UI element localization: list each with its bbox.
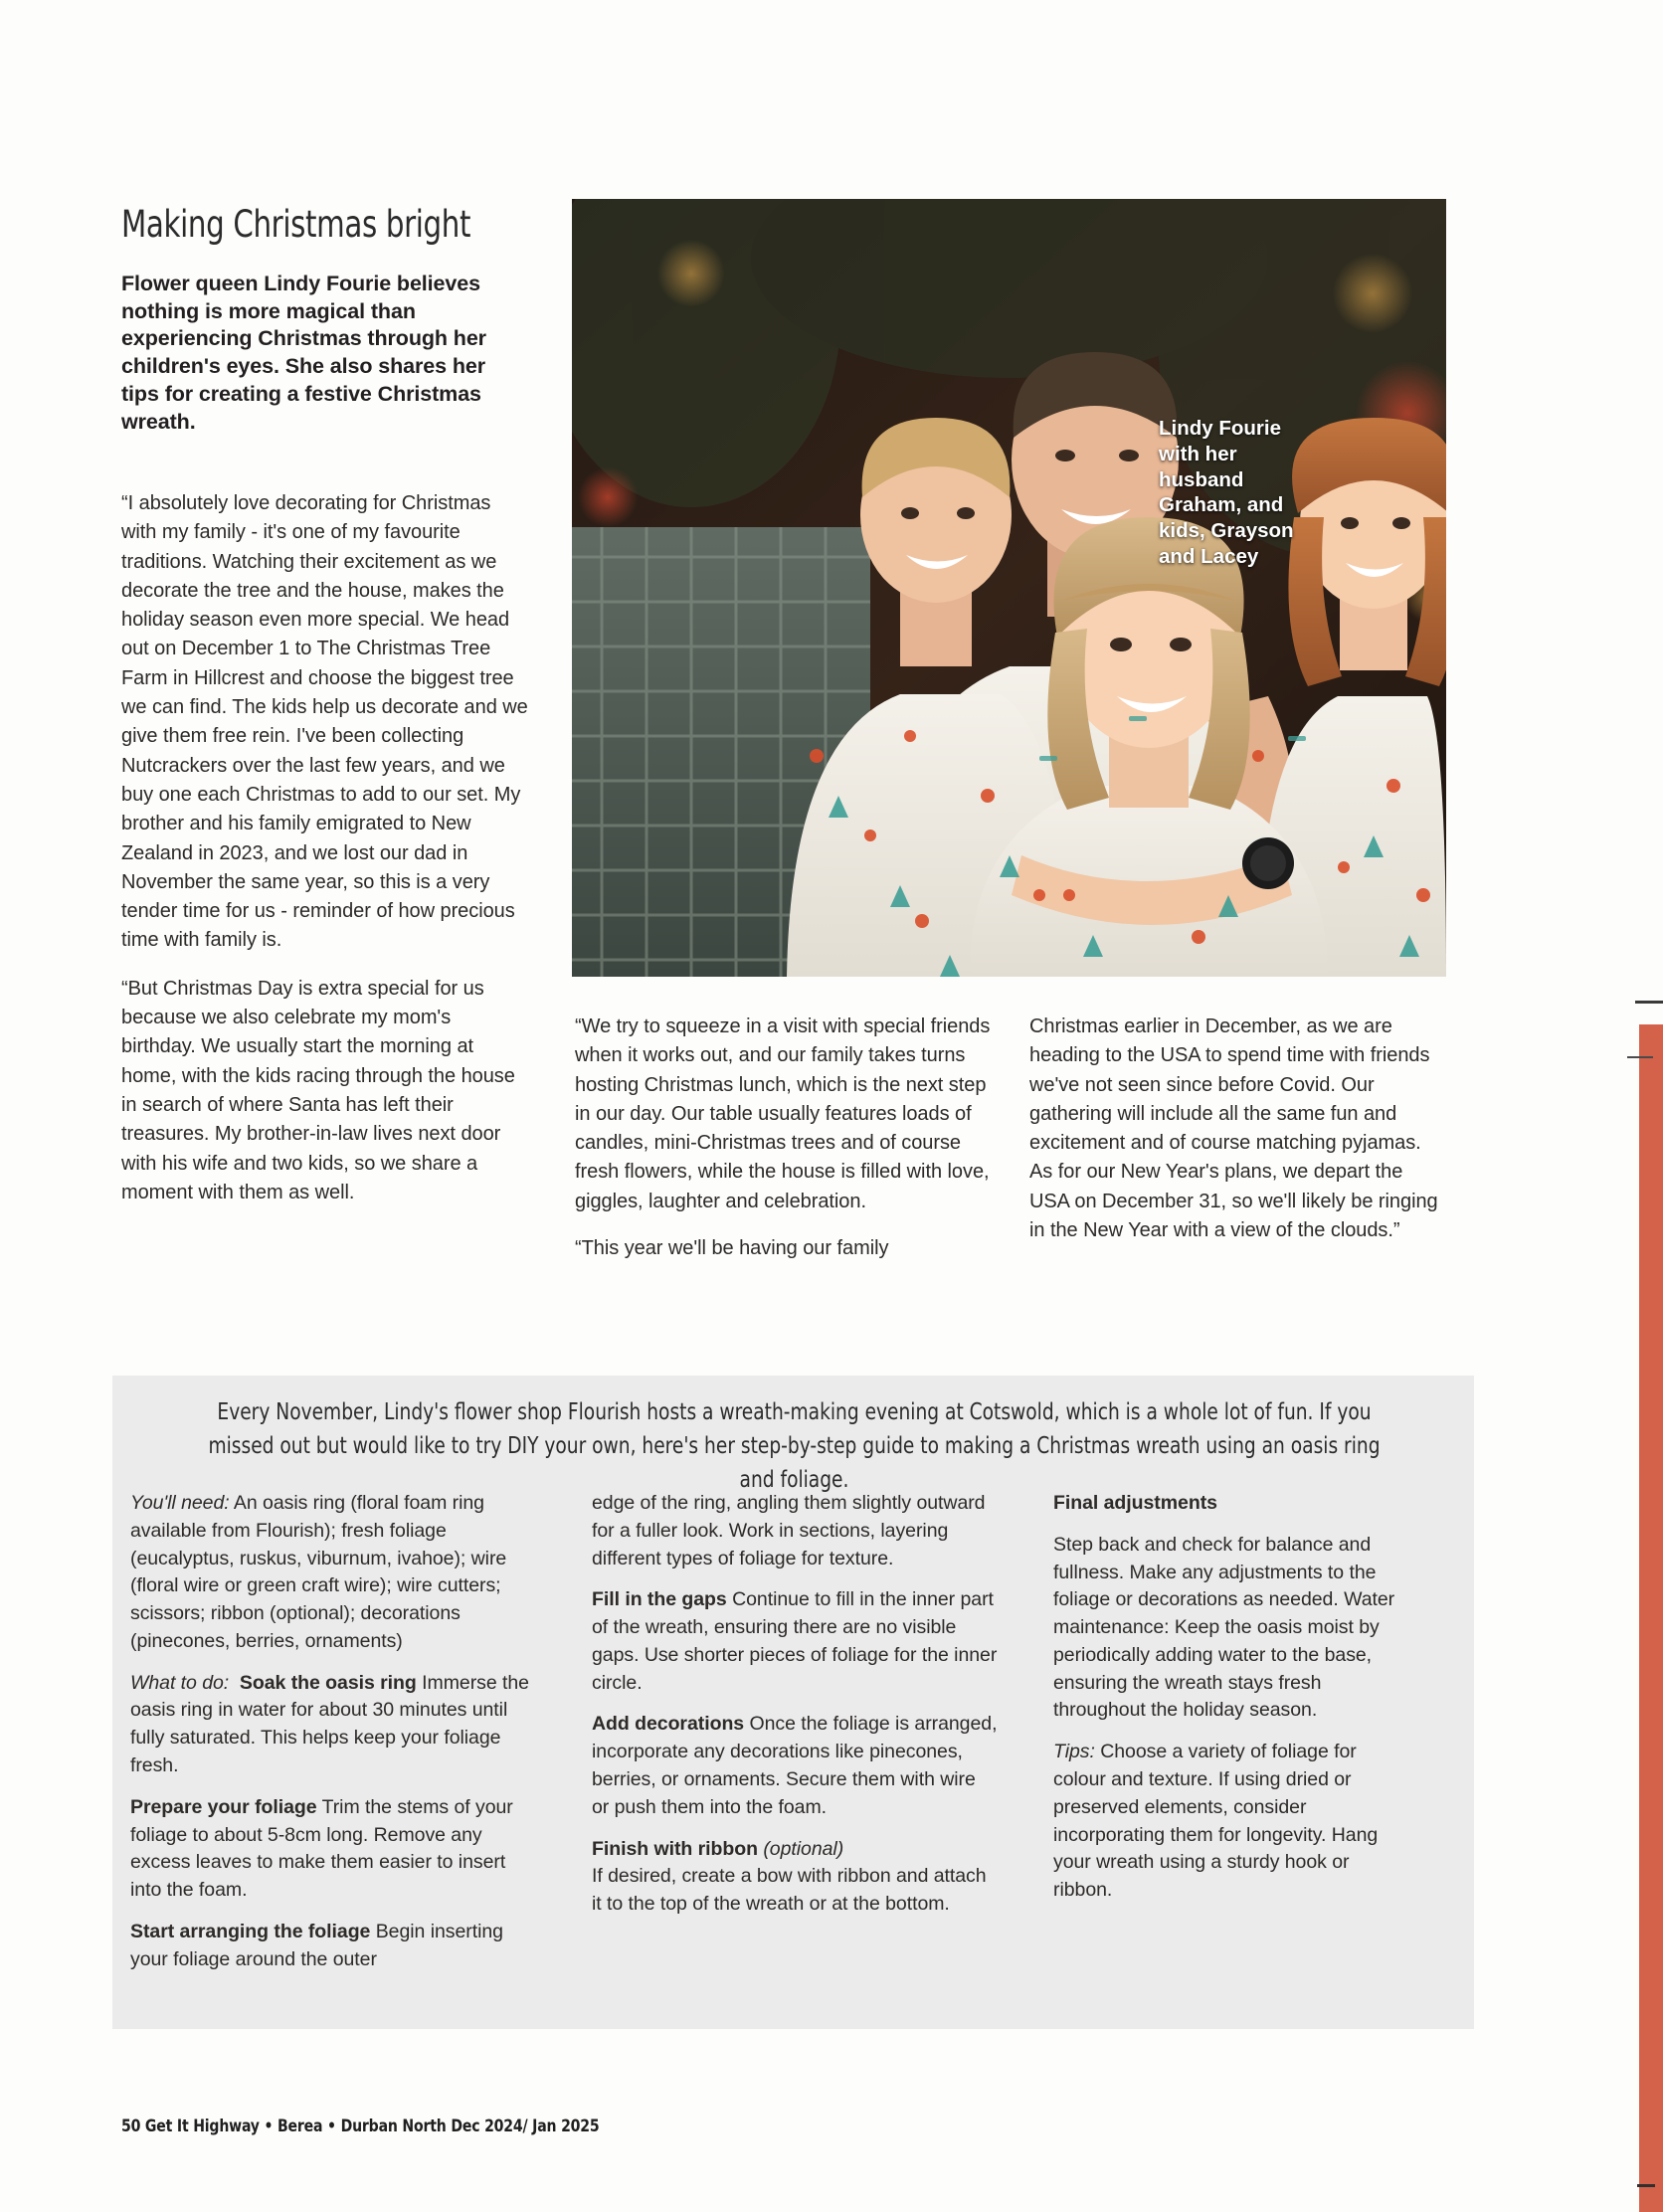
article-column-left [121,489,529,1226]
step-5 [592,1711,998,1821]
article-column-right [1029,1013,1447,1263]
howto-column-1 [130,1490,536,1988]
paragraph: “I absolutely love decorating for Christmas with my family - it's one of my favourite traditions. Watching their excitement as we decorate the tree and the house, makes the holiday season even more special. We head out on December 1 to The Christmas Tree Farm in Hillcrest and choose the biggest tree we can find. The kids help us decorate and we give them free rein. I've been collecting Nutcrackers over the last few years, and we buy one each Christmas to add to our set. My brother and his family emigrated to New Zealand in 2023, and we lost our dad in November the same year, so this is a very tender time for us - reminder of how precious time with family is. [121,492,528,952]
family-photo [572,199,1446,977]
step-3-heading: Start arranging the foliage [130,1920,371,1942]
final-adjustments-body: Step back and check for balance and fullness. Make any adjustments to the foliage or decorations as needed. Water maintenance: Keep the oasis moist by periodically adding water to the base, ensuring the wreath stays fresh throughout the holiday season. [1053,1533,1395,1722]
red-edge-bar [1639,1024,1663,2212]
youll-need-body: An oasis ring (floral foam ring available from Flourish); fresh foliage (eucalyptus, ruskus, viburnum, ivahoe); wire (floral wire or green craft wire); wire cutters; scissors; ribbon (optional); decorations (pinecones, berries, ornaments) [130,1492,507,1652]
step-1-body: Immerse the oasis ring in water for about 30 minutes until fully saturated. This helps keep your foliage fresh. [130,1671,529,1777]
youll-need-label: You'll need: [130,1492,230,1514]
step-2-body: Trim the stems of your foliage to about 5-8cm long. Remove any excess leaves to make them easier to insert into the foam. [130,1795,513,1902]
page-footer: 50 Get It Highway • Berea • Durban North Dec 2024/ Jan 2025 [121,2117,600,2136]
step-3-body: Begin inserting your foliage around the outer [130,1920,503,1970]
step-4-body: Continue to fill in the inner part of the wreath, ensuring there are no visible gaps. Use shorter pieces of foliage for the inner circle. [592,1588,998,1694]
photo-caption: Lindy Fourie with her husband Graham, and kids, Grayson and Lacey [1159,417,1294,569]
paragraph: “We try to squeeze in a visit with special friends when it works out, and our family takes turns hosting Christmas lunch, which is the next step in our day. Our table usually features loads of candles, mini-Christmas trees and of course fresh flowers, while the house is filled with love, giggles, laughter and celebration. [575,1015,991,1212]
howto-column-3 [1053,1490,1409,1988]
step-6 [592,1836,998,1919]
tips-paragraph [1053,1739,1409,1905]
tips-label: Tips: [1053,1741,1095,1763]
paragraph: Christmas earlier in December, as we are heading to the USA to spend time with friends we've not seen since before Covid. Our gathering will include all the same fun and excitement and of course matching pyjamas. As for our New Year's plans, we depart the USA on December 31, so we'll likely be ringing in the New Year with a view of the clouds.” [1029,1015,1438,1242]
final-adjustments-heading-text: Final adjustments [1053,1492,1217,1514]
howto-panel-intro: Every November, Lindy's flower shop Flourish hosts a wreath-making evening at Cotswold, which is a whole lot of fun. If you missed out but would like to try DIY your own, here's her step-by-step guide to making a Christmas wreath using an oasis ring and foliage. [208,1399,1381,1493]
step-4-heading: Fill in the gaps [592,1588,727,1611]
paragraph: “This year we'll be having our family [575,1237,889,1260]
step-6-heading: Finish with ribbon [592,1837,758,1860]
step-1-heading: Soak the oasis ring [239,1671,417,1694]
step-6-optional: (optional) [758,1837,844,1860]
what-to-do-label: What to do: [130,1671,230,1694]
step-5-heading: Add decorations [592,1713,745,1736]
article-standfirst: Flower queen Lindy Fourie believes nothing is more magical than experiencing Christmas through her children's eyes. She also shares her tips for creating a festive Christmas wreath. [121,272,486,434]
family-photo-image [572,199,1446,977]
step-6-body: If desired, create a bow with ribbon and attach it to the top of the wreath or at the bottom. [592,1865,987,1916]
howto-columns [130,1490,1453,1988]
step-3-continued: edge of the ring, angling them slightly outward for a fuller look. Work in sections, layering different types of foliage for texture. [592,1492,986,1569]
tips-body: Choose a variety of foliage for colour and texture. If using dried or preserved elements, consider incorporating them for longevity. Hang your wreath using a sturdy hook or ribbon. [1053,1741,1379,1902]
article-column-middle [575,1013,997,1281]
step-3 [130,1919,536,1974]
crop-mark-upper [1635,1001,1663,1004]
step-2 [130,1794,536,1905]
paragraph: “But Christmas Day is extra special for us because we also celebrate my mom's birthday. We usually start the morning at home, with the kids racing through the house in search of where Santa has left their treasures. My brother-in-law lives next door with his wife and two kids, so we share a moment with them as well. [121,977,515,1203]
page-title: Making Christmas bright [121,203,471,246]
howto-column-2 [592,1490,998,1988]
step-5-body: Once the foliage is arranged, incorporate any decorations like pinecones, berries, or ornaments. Secure them with wire or push them into the foam. [592,1713,998,1818]
step-1 [130,1670,536,1780]
step-4 [592,1586,998,1697]
crop-mark-top [1627,1056,1653,1058]
final-adjustments-heading [1053,1490,1409,1518]
crop-mark-bottom [1637,2184,1655,2187]
youll-need-paragraph [130,1490,536,1656]
step-2-heading: Prepare your foliage [130,1795,317,1818]
